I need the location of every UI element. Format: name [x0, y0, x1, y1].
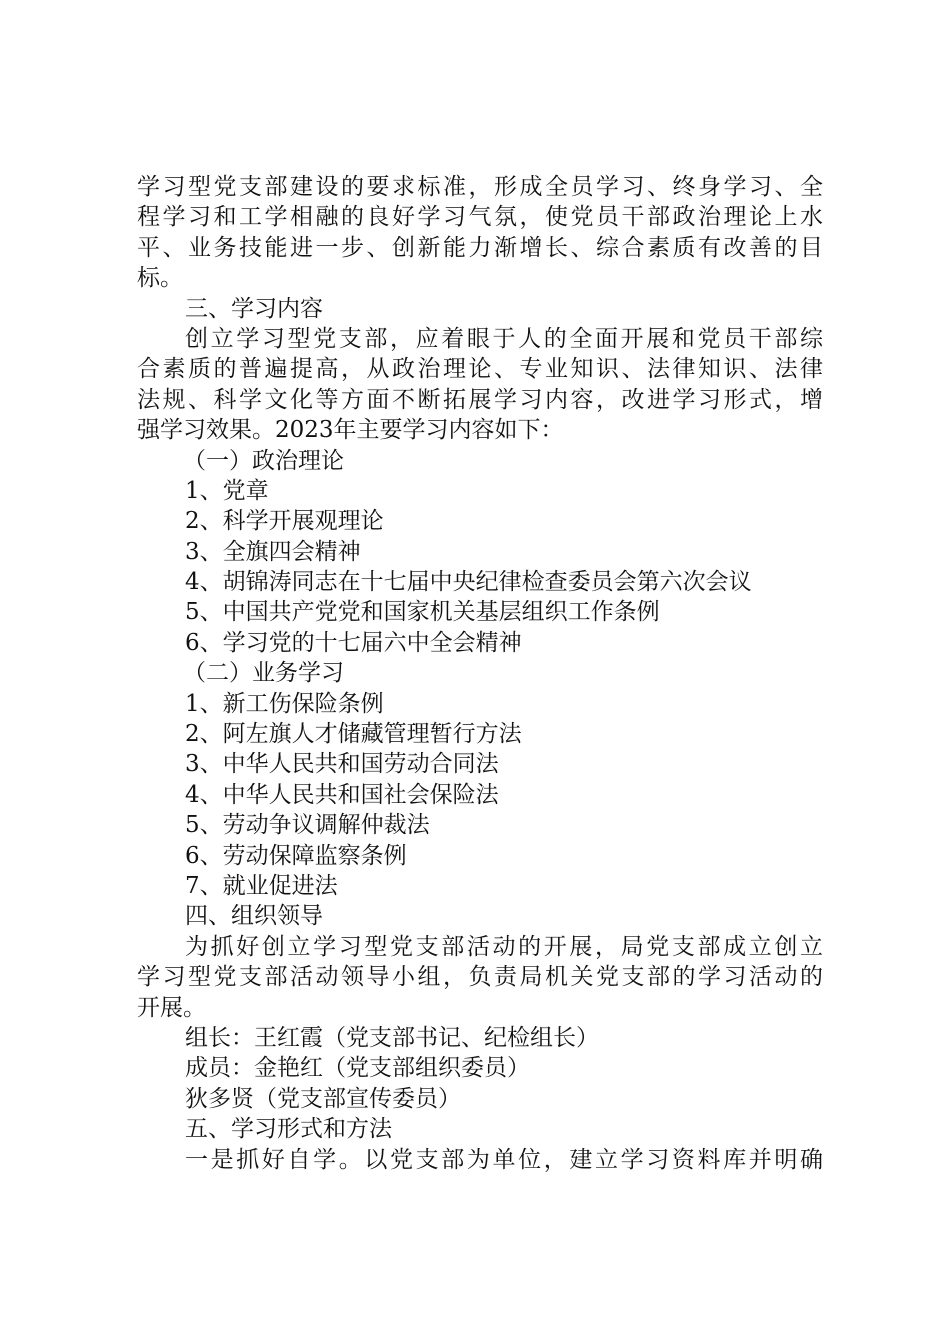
text-line: 狄多贤（党支部宣传委员） — [185, 1085, 461, 1112]
text-line: 4、胡锦涛同志在十七届中央纪律检查委员会第六次会议 — [185, 569, 752, 596]
text-line: 7、就业促进法 — [185, 872, 338, 899]
text-line: （一）政治理论 — [183, 447, 344, 474]
text-line: 一是抓好自学。以党支部为单位，建立学习资料库并明确 — [185, 1146, 823, 1173]
text-line: 四、组织领导 — [185, 903, 323, 930]
text-line: （二）业务学习 — [183, 660, 344, 687]
text-line: 4、中华人民共和国社会保险法 — [185, 781, 499, 808]
text-line: 五、学习形式和方法 — [185, 1116, 392, 1143]
document-page — [137, 172, 823, 1175]
text-line: 3、中华人民共和国劳动合同法 — [185, 751, 499, 778]
text-line: 学习型党支部活动领导小组，负责局机关党支部的学习活动的 — [137, 964, 823, 991]
text-line: 1、新工伤保险条例 — [185, 690, 384, 717]
text-line: 平、业务技能进一步、创新能力渐增长、综合素质有改善的目 — [137, 234, 823, 261]
text-line: 6、学习党的十七届六中全会精神 — [185, 629, 522, 656]
text-line: 学习型党支部建设的要求标准，形成全员学习、终身学习、全 — [137, 174, 823, 200]
text-line: 标。 — [137, 265, 183, 292]
text-line: 三、学习内容 — [185, 295, 323, 322]
text-line: 法规、科学文化等方面不断拓展学习内容，改进学习形式，增 — [137, 386, 823, 413]
text-line: 成员：金艳红（党支部组织委员） — [185, 1055, 530, 1082]
text-line: 强学习效果。2023年主要学习内容如下： — [137, 417, 564, 444]
text-line: 开展。 — [137, 994, 206, 1021]
text-line: 创立学习型党支部，应着眼于人的全面开展和党员干部综 — [185, 325, 823, 352]
text-line: 2、阿左旗人才储藏管理暂行方法 — [185, 721, 522, 748]
text-line: 1、党章 — [185, 477, 269, 504]
text-line: 5、中国共产党党和国家机关基层组织工作条例 — [185, 599, 660, 626]
text-line: 合素质的普遍提高，从政治理论、专业知识、法律知识、法律 — [137, 356, 823, 383]
text-line: 6、劳动保障监察条例 — [185, 842, 407, 869]
text-line: 组长：王红霞（党支部书记、纪检组长） — [185, 1024, 599, 1051]
text-line: 5、劳动争议调解仲裁法 — [185, 812, 430, 839]
text-line: 3、全旗四会精神 — [185, 538, 361, 565]
text-line: 程学习和工学相融的良好学习气氛，使党员干部政治理论上水 — [137, 204, 823, 231]
text-line: 2、科学开展观理论 — [185, 508, 384, 535]
text-line: 为抓好创立学习型党支部活动的开展，局党支部成立创立 — [185, 933, 823, 960]
